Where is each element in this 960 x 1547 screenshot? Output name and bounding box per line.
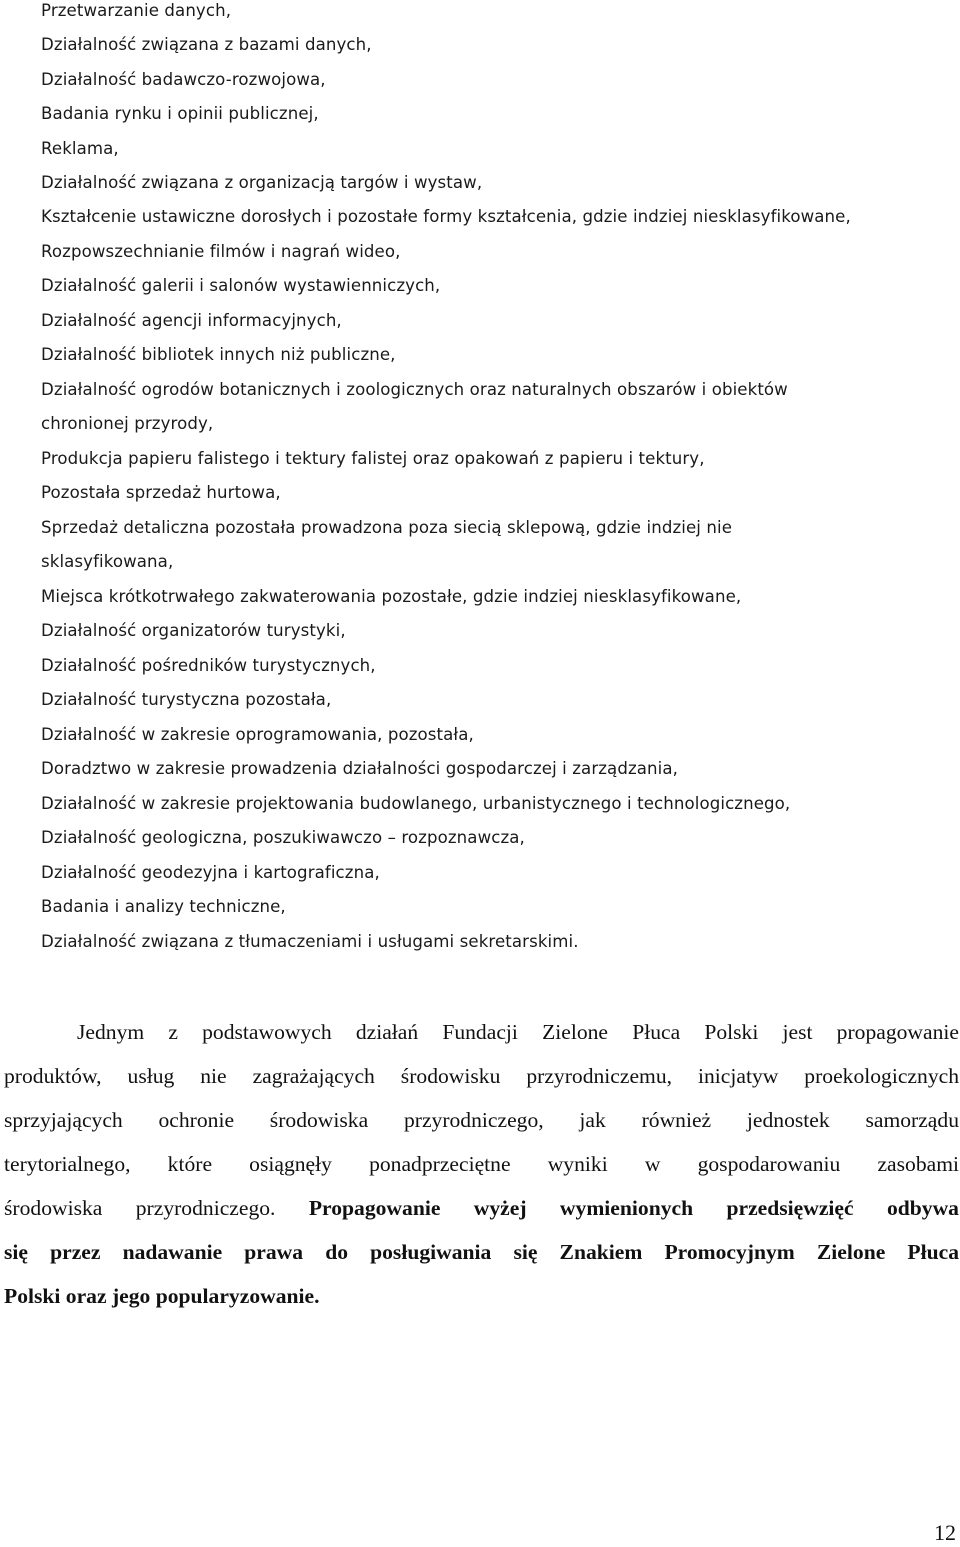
list-item: sklasyfikowana,	[41, 552, 174, 571]
list-item: Działalność galerii i salonów wystawienniczych,	[41, 276, 441, 295]
list-item: Badania rynku i opinii publicznej,	[41, 104, 319, 123]
paragraph-line	[4, 1186, 959, 1230]
list-item: Działalność pośredników turystycznych,	[41, 656, 376, 675]
list-item: Doradztwo w zakresie prowadzenia działalności gospodarczej i zarządzania,	[41, 759, 679, 778]
paragraph-line	[4, 1230, 959, 1274]
page-number: 12	[934, 1520, 956, 1545]
paragraph-line: sprzyjających ochronie środowiska przyrodniczego, jak również jednostek samorządu	[4, 1108, 959, 1132]
list-item: Rozpowszechnianie filmów i nagrań wideo,	[41, 242, 401, 261]
list-item: Działalność agencji informacyjnych,	[41, 311, 342, 330]
list-item: Działalność turystyczna pozostała,	[41, 690, 332, 709]
list-item: Sprzedaż detaliczna pozostała prowadzona poza siecią sklepową, gdzie indziej nie	[41, 518, 733, 537]
paragraph-text: środowiska przyrodniczego.	[4, 1196, 276, 1220]
body-paragraph	[4, 1010, 959, 1318]
paragraph-line: terytorialnego, które osiągnęły ponadprzeciętne wyniki w gospodarowaniu zasobami	[4, 1152, 959, 1176]
paragraph-bold-text: się przez nadawanie prawa do posługiwania się Znakiem Promocyjnym Zielone Płuca	[4, 1240, 959, 1264]
list-item: Miejsca krótkotrwałego zakwaterowania pozostałe, gdzie indziej niesklasyfikowane,	[41, 587, 742, 606]
list-item: Działalność bibliotek innych niż publiczne,	[41, 345, 396, 364]
paragraph-bold-text: Propagowanie wyżej wymienionych przedsięwzięć odbywa	[308, 1196, 959, 1220]
paragraph-line: produktów, usług nie zagrażających środowisku przyrodniczemu, inicjatyw proekologicznych	[4, 1064, 959, 1088]
list-item: Działalność organizatorów turystyki,	[41, 621, 346, 640]
list-item: Reklama,	[41, 139, 119, 158]
list-item: Działalność w zakresie oprogramowania, pozostała,	[41, 725, 474, 744]
list-item: Produkcja papieru falistego i tektury falistej oraz opakowań z papieru i tektury,	[41, 449, 705, 468]
list-item: Działalność związana z bazami danych,	[41, 35, 372, 54]
list-item: Działalność geologiczna, poszukiwawczo – rozpoznawcza,	[41, 828, 525, 847]
list-item: Działalność geodezyjna i kartograficzna,	[41, 863, 380, 882]
paragraph-line: Jednym z podstawowych działań Fundacji Zielone Płuca Polski jest propagowanie	[77, 1020, 959, 1044]
list-item: Działalność w zakresie projektowania budowlanego, urbanistycznego i technologicznego,	[41, 794, 791, 813]
list-item: Działalność związana z tłumaczeniami i usługami sekretarskimi.	[41, 932, 579, 951]
paragraph-bold-text: Polski oraz jego popularyzowanie.	[4, 1284, 320, 1308]
list-item: Przetwarzanie danych,	[41, 1, 232, 20]
list-item: Pozostała sprzedaż hurtowa,	[41, 483, 281, 502]
list-item: Działalność ogrodów botanicznych i zoologicznych oraz naturalnych obszarów i obiektów	[41, 380, 788, 399]
list-item: Badania i analizy techniczne,	[41, 897, 286, 916]
list-item: Kształcenie ustawiczne dorosłych i pozostałe formy kształcenia, gdzie indziej niesklasyfikowane,	[41, 207, 851, 226]
list-item: Działalność związana z organizacją targów i wystaw,	[41, 173, 483, 192]
paragraph-line	[4, 1274, 959, 1318]
list-item: chronionej przyrody,	[41, 414, 214, 433]
list-item: Działalność badawczo-rozwojowa,	[41, 70, 326, 89]
